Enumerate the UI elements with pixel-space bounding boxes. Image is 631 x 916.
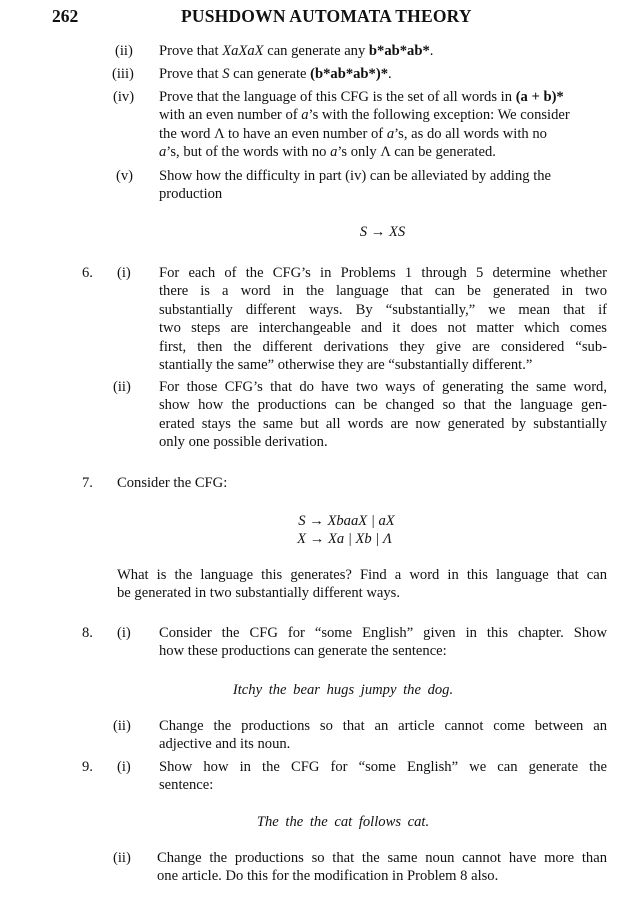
part-text	[157, 849, 607, 886]
text-line: Change the productions so that the same noun cannot have more than	[157, 850, 607, 866]
text-run: Prove that	[159, 66, 223, 82]
problem-intro: Consider the CFG:	[117, 475, 228, 491]
text-line: adjective and its noun.	[159, 736, 291, 753]
part-text	[159, 717, 607, 754]
text-line: For those CFG’s that do have two ways of generating the same word,	[159, 379, 607, 395]
example-sentence	[0, 681, 631, 699]
expression: XaXaX	[222, 43, 264, 59]
part-text	[159, 88, 607, 162]
part-label: (ii)	[113, 718, 131, 734]
part-label: (i)	[117, 625, 131, 641]
part-text	[159, 65, 392, 83]
production-rule	[0, 223, 631, 241]
page-number: 262	[52, 6, 79, 26]
part-text	[159, 624, 607, 661]
example-sentence	[0, 813, 631, 831]
text-run: .	[388, 66, 392, 82]
text-line: erated stays the same but all words are now generated by substantially	[159, 415, 607, 432]
text-line: only one possible derivation.	[159, 434, 328, 451]
text-run: ’s, as do all words with no	[394, 125, 547, 142]
symbol: a	[386, 125, 395, 142]
part-label: (iii)	[112, 66, 134, 82]
text-line: be generated in two substantially different ways.	[117, 585, 401, 602]
sentence-text: Itchy the bear hugs jumpy the dog.	[232, 682, 454, 698]
text-line: Show how the difficulty in part (iv) can be alleviated by adding the	[159, 168, 552, 184]
part-label: (ii)	[113, 850, 131, 866]
text-run: can generate	[229, 66, 311, 82]
problem-number: 8.	[82, 625, 93, 641]
text-line: production	[159, 186, 223, 203]
text-line	[159, 88, 607, 106]
part-text	[159, 378, 607, 452]
variable: S	[222, 66, 230, 82]
problem-number: 9.	[82, 759, 93, 775]
text-run: the word Λ to have an even number of	[159, 125, 387, 142]
text-line	[159, 106, 607, 124]
text-line: Change the productions so that an article cannot come between an	[159, 718, 607, 734]
symbol: a	[159, 144, 167, 161]
text-run: ’s with the following exception: We consider	[308, 107, 570, 124]
text-line: sentence:	[159, 777, 214, 794]
part-label: (ii)	[115, 43, 133, 59]
rule-text: S → XbaaX | aX	[298, 513, 395, 529]
text-line: stantially the same” otherwise they are “substantially different.”	[159, 357, 533, 374]
text-run: ’s, but of the words with no	[166, 144, 331, 161]
regex: (a + b)*	[515, 89, 564, 105]
text-line: For each of the CFG’s in Problems 1 through 5 determine whether	[159, 265, 607, 281]
text-line: first, then the different derivations they give are considered “sub-	[159, 338, 607, 355]
part-label: (i)	[117, 265, 131, 281]
text-line: one article. Do this for the modification in Problem 8 also.	[157, 868, 499, 885]
part-text	[159, 167, 607, 204]
page-header	[0, 7, 631, 31]
text-run: .	[429, 43, 434, 59]
part-label: (v)	[116, 168, 134, 184]
grammar-rule-1	[0, 512, 631, 530]
part-label: (ii)	[113, 379, 131, 395]
text-line: Consider the CFG for “some English” given in this chapter. Show	[159, 625, 607, 641]
regex: (b*ab*ab*)*	[310, 66, 389, 82]
running-title: PUSHDOWN AUTOMATA THEORY	[181, 6, 472, 26]
production-text: S → XS	[359, 224, 406, 240]
text-run: ’s only Λ can be generated.	[337, 144, 496, 161]
text-line: substantially different ways. By “substantially,” we mean that if	[159, 301, 607, 318]
text-run: Prove that the language of this CFG is the set of all words in	[159, 89, 516, 105]
part-label: (iv)	[113, 89, 135, 105]
part-text	[159, 264, 607, 374]
text-run: Prove that	[159, 43, 223, 59]
symbol: a	[301, 107, 309, 124]
sentence-text: The the the cat follows cat.	[256, 814, 430, 830]
problem-number: 6.	[82, 265, 93, 281]
text-line: there is a word in the language that can be generated in two	[159, 283, 607, 300]
grammar-rule-2	[0, 530, 631, 548]
text-line	[159, 125, 607, 143]
problem-number: 7.	[82, 475, 93, 491]
problem-7-question	[117, 566, 607, 603]
part-text	[159, 42, 433, 60]
part-text	[159, 758, 607, 795]
symbol: a	[330, 144, 338, 161]
text-line	[159, 143, 607, 161]
text-line: show how the productions can be changed so that the language gen-	[159, 397, 607, 414]
text-line: Show how in the CFG for “some English” we can generate the	[159, 759, 607, 775]
regex: b*ab*ab*	[368, 43, 430, 59]
text-line: What is the language this generates? Find a word in this language that can	[117, 567, 607, 583]
text-line: how these productions can generate the sentence:	[159, 643, 447, 660]
text-line: two steps are interchangeable and it does not matter which comes	[159, 320, 607, 337]
part-label: (i)	[117, 759, 131, 775]
rule-text: X → Xa | Xb | Λ	[297, 531, 392, 547]
text-run: with an even number of	[159, 107, 302, 124]
text-run: can generate any	[263, 43, 369, 59]
